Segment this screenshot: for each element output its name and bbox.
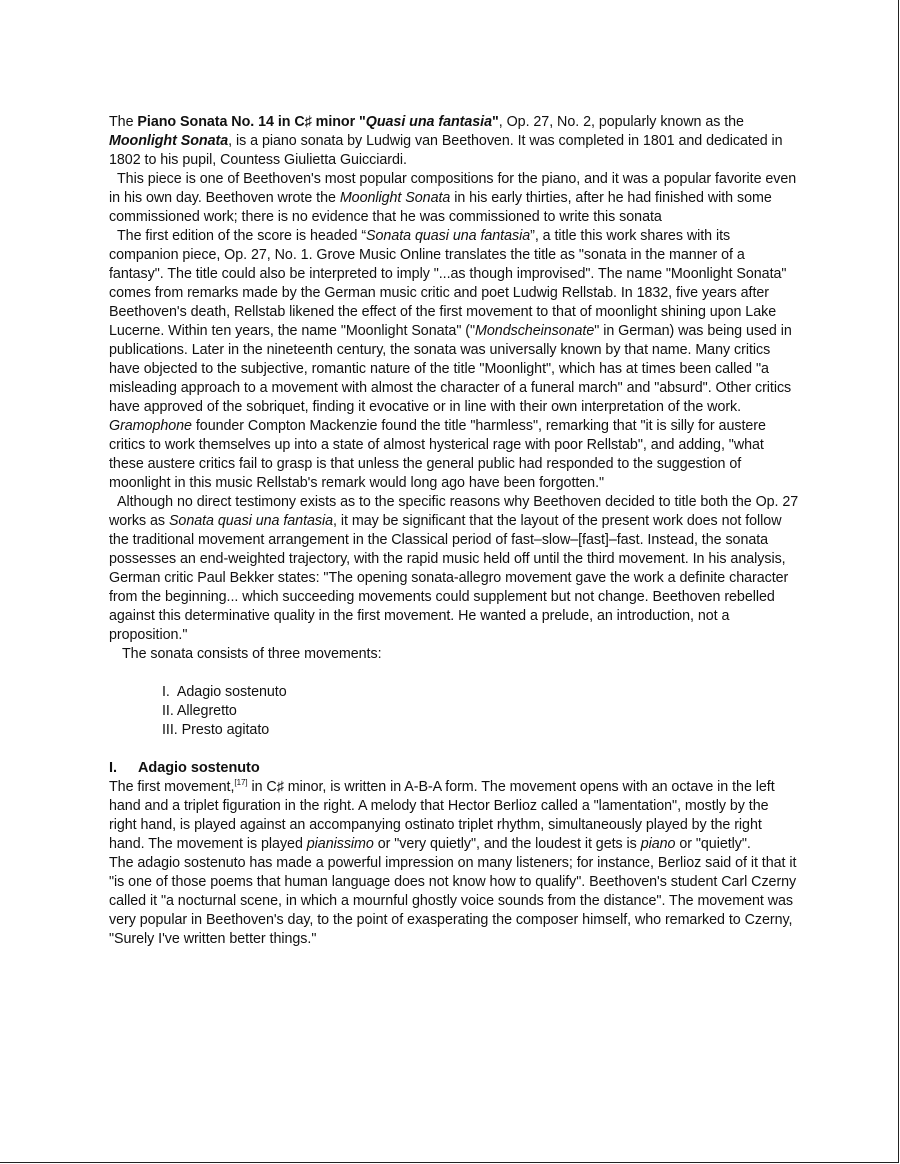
- text-run: or "very quietly", and the loudest it gets is: [373, 836, 641, 852]
- italic-term: Mondscheinsonate: [475, 323, 595, 339]
- list-label: Allegretto: [176, 703, 237, 719]
- popularity-paragraph: [109, 170, 799, 227]
- list-number: III.: [162, 722, 178, 738]
- list-number: I.: [162, 684, 170, 700]
- bold-title: Piano Sonata No. 14 in C♯ minor ": [137, 114, 366, 130]
- text-run: founder Compton Mackenzie found the title "harmless", remarking that "it is silly for austere critics to work themselves up into a state of almost hysterical rage with poor Rellstab", and adding, "what these austere critics fail to grasp is that unless the general public had responded to the suggestion of moonlight in this music Rellstab's remark would long ago have been forgotten.": [109, 418, 766, 491]
- text-run: This piece is one of Beethoven's most popular compositions for the piano, and it was a popular favorite even in his own day. Beethoven wrote the: [109, 171, 797, 206]
- text-run: The: [109, 114, 138, 130]
- list-item: [162, 683, 799, 702]
- italic-term: piano: [640, 836, 676, 852]
- text-run: , Op. 27, No. 2, popularly known as the: [498, 114, 744, 130]
- text-run: " in German) was being used in publications. Later in the nineteenth century, the sonata was universally known by that name. Many critics have objected to the subjective, romantic nature of the title "Moonlight", which has at times been called "a misleading approach to a movement with almost the character of a funeral march" and "absurd". Other critics have approved of the sobriquet, finding it evocative or in line with their own interpretation of the work.: [109, 323, 792, 415]
- italic-term: Sonata quasi una fantasia: [366, 228, 531, 244]
- impression-paragraph: The adagio sostenuto has made a powerful impression on many listeners; for instance, Berlioz said of it that it "is one of those poems that human language does not know how to qualify". Beethoven's student Carl Czerny called it "a nocturnal scene, in which a mournful ghostly voice sounds from the distance". The movement was very popular in Beethoven's day, to the point of exasperating the composer himself, who remarked to Czerny, "Surely I've written better things.": [109, 855, 797, 947]
- title-paragraph: [109, 227, 799, 493]
- list-label: Presto agitato: [181, 722, 270, 738]
- italic-term: Moonlight Sonata: [339, 190, 451, 206]
- movements-intro: The sonata consists of three movements:: [122, 646, 382, 662]
- section-title: Adagio sostenuto: [138, 760, 260, 776]
- movements-list: [109, 683, 799, 740]
- article-body: [109, 113, 799, 949]
- text-run: in his early thirties, after he had finished with some commissioned work; there is no evidence that he was commissioned to write this sonata: [109, 190, 772, 225]
- text-run: The first movement,: [109, 779, 235, 795]
- text-run: Although no direct testimony exists as to the specific reasons why Beethoven decided to title both the Op. 27 works as: [109, 494, 799, 529]
- list-number: II.: [162, 703, 174, 719]
- italic-term: pianissimo: [306, 836, 374, 852]
- list-label: Adagio sostenuto: [176, 684, 287, 700]
- text-run: , it may be significant that the layout of the present work does not follow the traditional movement arrangement in the Classical period of fast–slow–[fast]–fast. Instead, the sonata possesses an end-weighted trajectory, with the rapid music held off until the third movement. In his analysis, German critic Paul Bekker states: "The opening sonata-allegro movement gave the work a definite character from the beginning... which succeeding movements could supplement but not change. Beethoven rebelled against this determinative quality in the first movement. He wanted a prelude, an introduction, not a proposition.": [109, 513, 789, 643]
- text-run: in C♯ minor, is written in A-B-A form. The movement opens with an octave in the left hand and a triplet figuration in the right. A melody that Hector Berlioz called a "lamentation", mostly by the right hand, is played against an accompanying ostinato triplet rhythm, simultaneously played by the right hand. The movement is played: [109, 779, 775, 852]
- bold-italic-title: Quasi una fantasia: [365, 114, 493, 130]
- italic-term: Gramophone: [109, 418, 192, 434]
- list-item: [162, 702, 799, 721]
- text-run: The first edition of the score is headed “: [117, 228, 367, 244]
- bold-quote: ": [492, 114, 499, 130]
- section-heading: [109, 759, 799, 778]
- text-run: , is a piano sonata by Ludwig van Beethoven. It was completed in 1801 and dedicated in 1802 to his pupil, Countess Giulietta Guicciardi.: [109, 133, 783, 168]
- text-run: or "quietly".: [675, 836, 751, 852]
- intro-paragraph: [109, 113, 799, 170]
- first-movement-paragraph: [109, 778, 799, 854]
- text-run: ”, a title this work shares with its companion piece, Op. 27, No. 1. Grove Music Online translates the title as "sonata in the manner of a fantasy". The title could also be interpreted to imply "...as though improvised". The name "Moonlight Sonata" comes from remarks made by the German music critic and poet Ludwig Rellstab. In 1832, five years after Beethoven's death, Rellstab likened the effect of the first movement to that of moonlight shining upon Lake Lucerne. Within ten years, the name "Moonlight Sonata" (": [109, 228, 787, 339]
- italic-term: Sonata quasi una fantasia: [168, 513, 334, 529]
- bold-italic-nickname: Moonlight Sonata: [109, 133, 229, 149]
- section-number: I.: [109, 760, 117, 776]
- list-item: [162, 721, 799, 740]
- citation-marker: [17]: [234, 778, 248, 788]
- structure-paragraph: [109, 493, 799, 645]
